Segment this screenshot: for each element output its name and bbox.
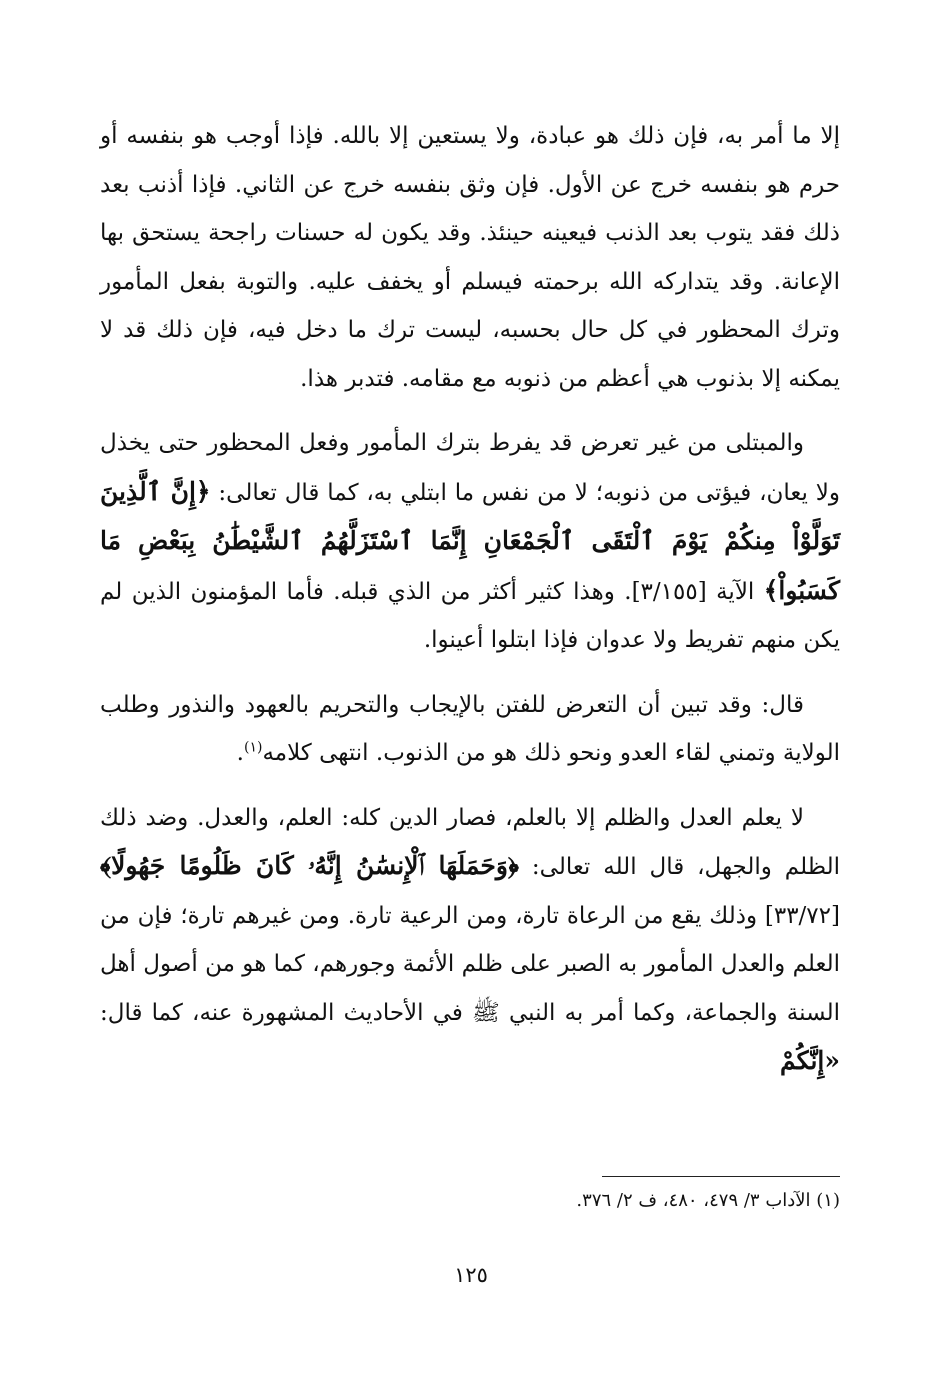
footnote-divider [602, 1176, 840, 1177]
hadith-opening: «إِنَّكُمْ [780, 1046, 840, 1075]
footnote: (١) الآداب ٣/ ٤٧٩، ٤٨٠، ف ٢/ ٣٧٦. [576, 1190, 840, 1211]
quran-verse-1: ﴿إِنَّ ٱلَّذِينَ تَوَلَّوْاْ مِنكُمْ يَوْمَ ٱلْتَقَى ٱلْجَمْعَانِ إِنَّمَا ٱسْتَزَلَّهُمُ ٱلشَّيْطَٰنُ بِبَعْضِ مَا كَسَبُواْ﴾ [100, 476, 840, 605]
paragraph-3 [100, 681, 840, 778]
paragraph-4-text-before: لا يعلم العدل والظلم إلا بالعلم، فصار الدين كله: العلم، والعدل. وضد ذلك الظلم والجهل، قال الله تعالى: [100, 804, 840, 880]
paragraph-3-text: قال: وقد تبين أن التعرض للفتن بالإيجاب والتحريم بالعهود والنذور وطلب الولاية وتمني لقاء العدو ونحو ذلك هو من الذنوب. انتهى كلامه [100, 691, 840, 766]
page-number: ١٢٥ [454, 1263, 488, 1287]
paragraph-4 [100, 794, 840, 1087]
paragraph-1: إلا ما أمر به، فإن ذلك هو عبادة، ولا يستعين إلا بالله. فإذا أوجب هو بنفسه أو حرم هو بنفسه خرج عن الأول. فإن وثق بنفسه خرج عن الثاني. فإذا أذنب بعد ذلك فقد يتوب بعد الذنب فيعينه حينئذ. وقد يكون له حسنات راجحة يستحق بها الإعانة. وقد يتداركه الله برحمته فيسلم أو يخفف عليه. والتوبة بفعل المأمور وترك المحظور في كل حال بحسبه، ليست ترك ما دخل فيه، فإن ذلك قد لا يمكنه إلا بذنوب هي أعظم من ذنوبه مع مقامه. فتدبر هذا. [100, 123, 840, 392]
quran-verse-2: ﴿وَحَمَلَهَا ٱلْإِنسَٰنُ إِنَّهُۥ كَانَ ظَلُومًا جَهُولًا﴾ [100, 851, 519, 880]
footnote-marker: (١) [243, 739, 263, 756]
paragraph-2-text-after: الآية [٣/١٥٥]. وهذا كثير أكثر من الذي قبله. فأما المؤمنون الذين لم يكن منهم تفريط ولا عدوان فإذا ابتلوا أعينوا. [100, 578, 840, 653]
paragraph-2 [100, 419, 840, 665]
paragraph-3-end: . [236, 740, 244, 766]
page-body [100, 112, 840, 1087]
paragraph-2-text-before: والمبتلى من غير تعرض قد يفرط بترك المأمور وفعل المحظور حتى يخذل ولا يعان، فيؤتى من ذنوبه؛ لا من نفس ما ابتلي به، كما قال تعالى: [100, 430, 840, 506]
paragraph-4-text-after: [٣٣/٧٢] وذلك يقع من الرعاة تارة، ومن الرعية تارة. ومن غيرهم تارة؛ فإن من العلم والعدل المأمور به الصبر على ظلم الأئمة وجورهم، كما هو من أصول أهل السنة والجماعة، وكما أمر به النبي ﷺ في الأحاديث المشهورة عنه، كما قال: [100, 902, 840, 1026]
